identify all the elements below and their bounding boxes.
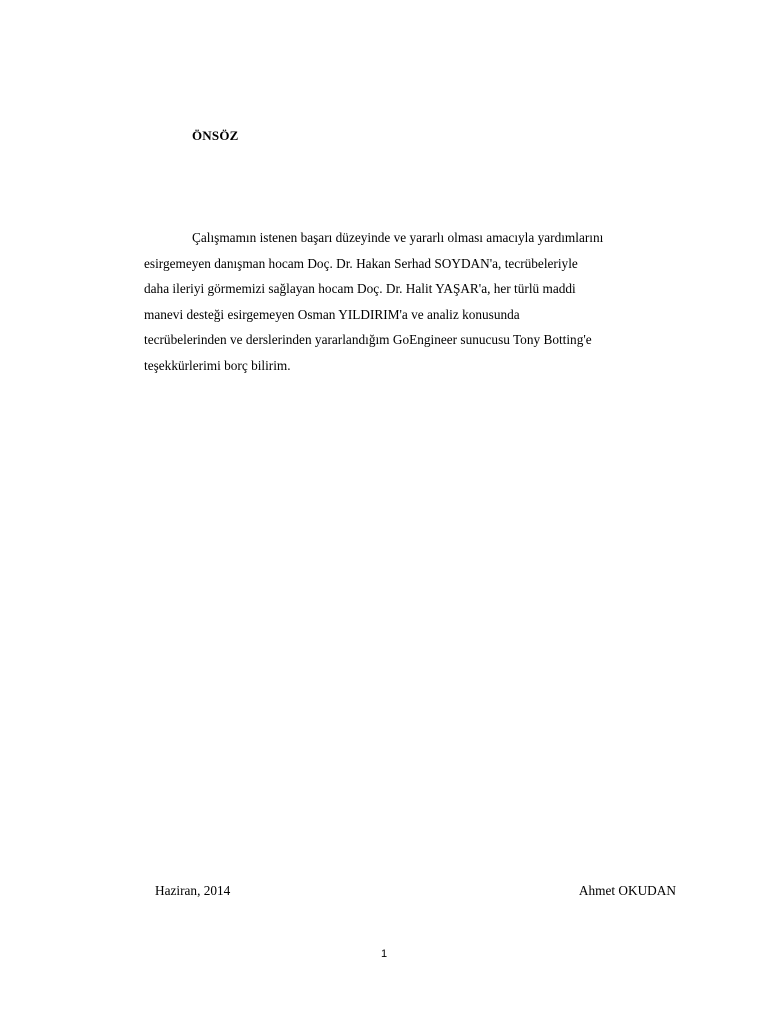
paragraph-line: tecrübelerinden ve derslerinden yararlandığım GoEngineer sunucusu Tony Botting'e bbox=[144, 332, 592, 348]
paragraph-line: teşekkürlerimi borç bilirim. bbox=[144, 357, 291, 373]
signature-date: Haziran, 2014 bbox=[155, 883, 231, 898]
paragraph-line: manevi desteği esirgemeyen Osman YILDIRIM'a ve analiz konusunda bbox=[144, 306, 520, 322]
acknowledgment-paragraph bbox=[144, 225, 684, 379]
page-number: 1 bbox=[380, 948, 388, 960]
paragraph-line: esirgemeyen danışman hocam Doç. Dr. Hakan Serhad SOYDAN'a, tecrübeleriyle bbox=[144, 255, 578, 271]
page-title: ÖNSÖZ bbox=[192, 128, 239, 143]
signature-author: Ahmet OKUDAN bbox=[578, 883, 676, 898]
paragraph-line: Çalışmamın istenen başarı düzeyinde ve yararlı olması amacıyla yardımlarını bbox=[192, 230, 604, 245]
paragraph-line: daha ileriyi görmemizi sağlayan hocam Doç. Dr. Halit YAŞAR'a, her türlü maddi bbox=[144, 281, 576, 297]
